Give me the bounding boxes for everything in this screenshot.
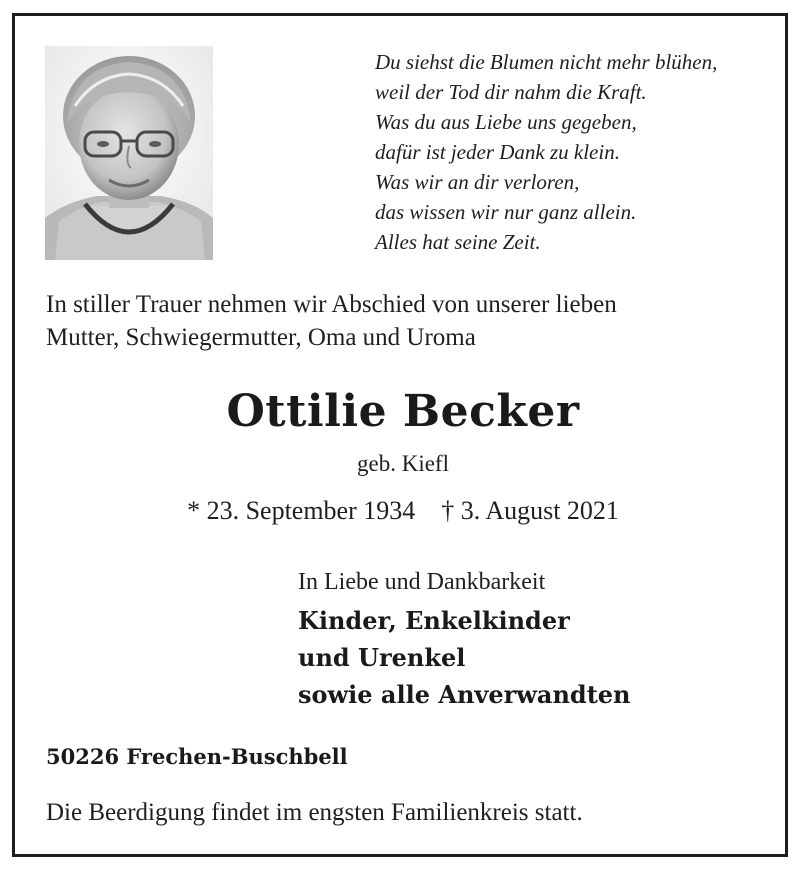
farewell-intro <box>46 288 786 354</box>
poem-line: dafür ist jeder Dank zu klein. <box>375 140 620 164</box>
intro-line-1: In stiller Trauer nehmen wir Abschied von unserer lieben <box>46 291 617 318</box>
signers-block <box>298 567 631 713</box>
life-dates <box>15 496 791 526</box>
deceased-name: Ottilie Becker <box>226 386 580 437</box>
signer-line: und Urenkel <box>298 643 466 672</box>
signer-line: sowie alle Anverwandten <box>298 680 631 709</box>
poem-line: weil der Tod dir nahm die Kraft. <box>375 80 647 104</box>
death-date: † 3. August 2021 <box>441 496 619 525</box>
poem-line: Was wir an dir verloren, <box>375 170 580 194</box>
intro-line-2: Mutter, Schwiegermutter, Oma und Uroma <box>46 324 476 351</box>
memorial-poem <box>375 47 717 257</box>
poem-line: Du siehst die Blumen nicht mehr blühen, <box>375 50 718 74</box>
thanks-line: In Liebe und Dankbarkeit <box>298 569 546 595</box>
signer-line: Kinder, Enkelkinder <box>298 606 570 635</box>
maiden-name: geb. Kiefl <box>357 451 449 476</box>
funeral-note: Die Beerdigung findet im engsten Familienkreis statt. <box>46 799 583 826</box>
poem-line: Was du aus Liebe uns gegeben, <box>375 110 637 134</box>
poem-line: Alles hat seine Zeit. <box>375 230 541 254</box>
portrait-photo <box>45 46 213 260</box>
location: 50226 Frechen-Buschbell <box>46 744 348 769</box>
obituary-frame <box>12 13 788 857</box>
birth-date: * 23. September 1934 <box>187 496 416 525</box>
poem-line: das wissen wir nur ganz allein. <box>375 200 637 224</box>
